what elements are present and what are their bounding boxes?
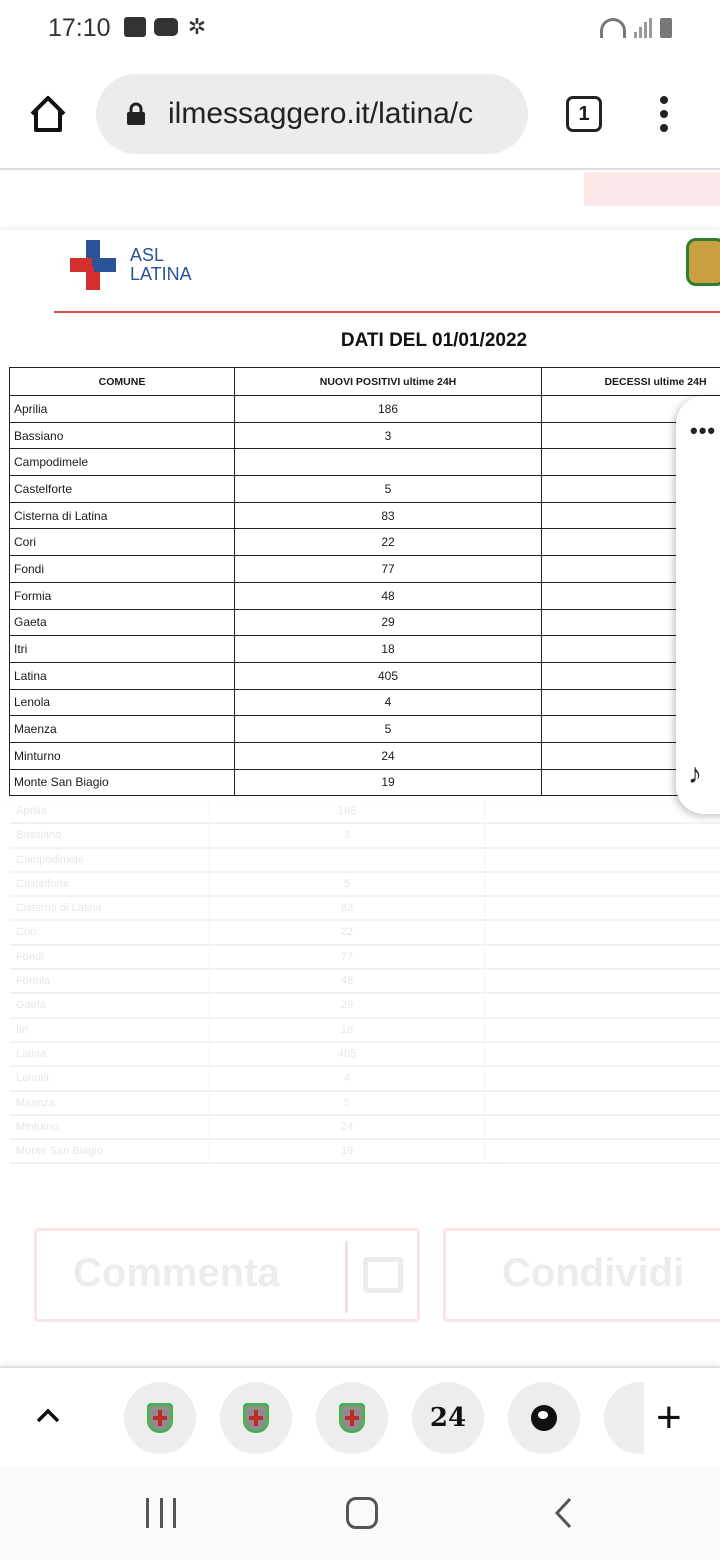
crest-icon — [339, 1403, 365, 1433]
positivi-cell: 5 — [235, 716, 542, 743]
table-row — [10, 476, 720, 503]
new-tab-plus-icon[interactable]: + — [656, 1393, 682, 1442]
column-header: COMUNE — [10, 368, 235, 396]
positivi-cell: 5 — [235, 476, 542, 503]
tab-switcher-button[interactable]: 1 — [566, 96, 602, 132]
tab-thumbnail[interactable] — [316, 1382, 388, 1454]
comune-cell: Castelforte — [10, 476, 235, 503]
ghost-row: Fondi 77 — [10, 946, 720, 970]
comune-cell: Cisterna di Latina — [10, 502, 235, 529]
table-row — [10, 422, 720, 449]
button-divider — [345, 1241, 348, 1313]
ghost-row: Aprilia 186 — [10, 800, 720, 824]
share-button[interactable] — [443, 1228, 720, 1322]
positivi-cell: 48 — [235, 582, 542, 609]
system-navigation-bar — [0, 1466, 720, 1560]
ghost-row: Latina 405 — [10, 1043, 720, 1067]
table-row — [10, 396, 720, 423]
ghost-row: Campodimele — [10, 849, 720, 873]
table-row — [10, 556, 720, 583]
positivi-cell: 29 — [235, 609, 542, 636]
document-title: DATI DEL 01/01/2022 — [340, 330, 528, 351]
table-row — [10, 742, 720, 769]
table-row — [10, 689, 720, 716]
ghost-row: Lenola 4 — [10, 1067, 720, 1091]
ghost-row: Maenza 5 — [10, 1092, 720, 1116]
wifi-icon — [600, 18, 626, 38]
positivi-cell: 19 — [235, 769, 542, 796]
youtube-notification-icon — [154, 18, 178, 36]
positivi-cell: 405 — [235, 662, 542, 689]
chevron-up-icon[interactable] — [34, 1402, 62, 1430]
ghost-row: Formia 48 — [10, 970, 720, 994]
region-emblem — [686, 238, 720, 286]
url-text: ilmessaggero.it/latina/c — [168, 97, 474, 130]
crest-icon — [243, 1403, 269, 1433]
ghost-row: Castelforte 5 — [10, 873, 720, 897]
column-header: NUOVI POSITIVI ultime 24H — [235, 368, 542, 396]
ghost-row: Bassiano 3 — [10, 824, 720, 848]
signal-icon — [634, 18, 652, 38]
app-notification-icon: ✲ — [187, 14, 207, 39]
notification-icons — [124, 14, 208, 39]
comment-button[interactable] — [34, 1228, 420, 1322]
share-button-label: Condividi — [502, 1251, 685, 1295]
ghost-row: Cisterna di Latina 83 — [10, 897, 720, 921]
battery-icon — [660, 18, 672, 38]
comune-cell: Aprilia — [10, 396, 235, 423]
gallery-notification-icon — [124, 17, 146, 37]
ghost-row: Monte San Biagio 19 — [10, 1140, 720, 1164]
comune-cell: Itri — [10, 636, 235, 663]
recents-icon[interactable] — [146, 1498, 176, 1528]
overflow-menu-icon[interactable] — [654, 92, 674, 136]
tab-thumbnail[interactable] — [220, 1382, 292, 1454]
comune-cell: Latina — [10, 662, 235, 689]
address-bar[interactable] — [96, 74, 528, 154]
lock-icon — [126, 102, 146, 126]
faded-table-reflection — [10, 800, 720, 1164]
system-icons — [600, 18, 672, 38]
column-header: DECESSI ultime 24H — [542, 368, 720, 396]
table-row — [10, 716, 720, 743]
tab-strip — [0, 1366, 720, 1466]
table-row — [10, 582, 720, 609]
crest-icon — [147, 1403, 173, 1433]
positivi-cell: 77 — [235, 556, 542, 583]
table-header-row — [10, 368, 720, 396]
home-icon[interactable] — [26, 92, 70, 136]
comment-icon — [363, 1257, 403, 1293]
comune-cell: Maenza — [10, 716, 235, 743]
24-icon: 24 — [429, 1403, 467, 1433]
table-row — [10, 662, 720, 689]
browser-toolbar — [0, 62, 720, 170]
status-time: 17:10 — [48, 14, 111, 42]
covid-data-table — [9, 367, 720, 796]
table-row — [10, 636, 720, 663]
comune-cell: Bassiano — [10, 422, 235, 449]
ghost-row: Itri 18 — [10, 1019, 720, 1043]
comune-cell: Fondi — [10, 556, 235, 583]
positivi-cell: 18 — [235, 636, 542, 663]
article-image-document — [0, 230, 720, 800]
table-row — [10, 769, 720, 796]
music-note-icon[interactable]: ♪ — [688, 758, 702, 789]
comune-cell: Formia — [10, 582, 235, 609]
page-top-strip — [0, 172, 720, 232]
table-row — [10, 609, 720, 636]
asl-logo-text: ASL LATINA — [130, 245, 192, 284]
tab-thumbnail[interactable] — [124, 1382, 196, 1454]
positivi-cell: 22 — [235, 529, 542, 556]
positivi-cell — [235, 449, 542, 476]
positivi-cell: 83 — [235, 502, 542, 529]
comune-cell: Minturno — [10, 742, 235, 769]
positivi-cell: 186 — [235, 396, 542, 423]
comune-cell: Lenola — [10, 689, 235, 716]
positivi-cell: 4 — [235, 689, 542, 716]
ghost-row: Minturno 24 — [10, 1116, 720, 1140]
back-icon[interactable] — [552, 1496, 574, 1530]
tab-thumbnail[interactable] — [508, 1382, 580, 1454]
table-row — [10, 502, 720, 529]
more-dots-icon[interactable]: ••• — [690, 418, 717, 443]
comune-cell: Campodimele — [10, 449, 235, 476]
faded-banner — [584, 172, 720, 206]
comment-button-label: Commenta — [73, 1251, 280, 1295]
tab-thumbnail-partial[interactable] — [604, 1382, 644, 1454]
status-bar — [0, 0, 720, 62]
positivi-cell: 24 — [235, 742, 542, 769]
globe-icon — [531, 1405, 557, 1431]
comune-cell: Monte San Biagio — [10, 769, 235, 796]
table-row — [10, 449, 720, 476]
comune-cell: Cori — [10, 529, 235, 556]
table-row — [10, 529, 720, 556]
tab-thumbnail[interactable] — [412, 1382, 484, 1454]
floating-media-panel[interactable] — [676, 396, 720, 814]
home-nav-icon[interactable] — [346, 1497, 378, 1529]
ghost-row: Cori 22 — [10, 921, 720, 945]
comune-cell: Gaeta — [10, 609, 235, 636]
positivi-cell: 3 — [235, 422, 542, 449]
ghost-row: Gaeta 29 — [10, 994, 720, 1018]
asl-cross-logo — [70, 240, 116, 290]
header-divider — [54, 311, 720, 313]
